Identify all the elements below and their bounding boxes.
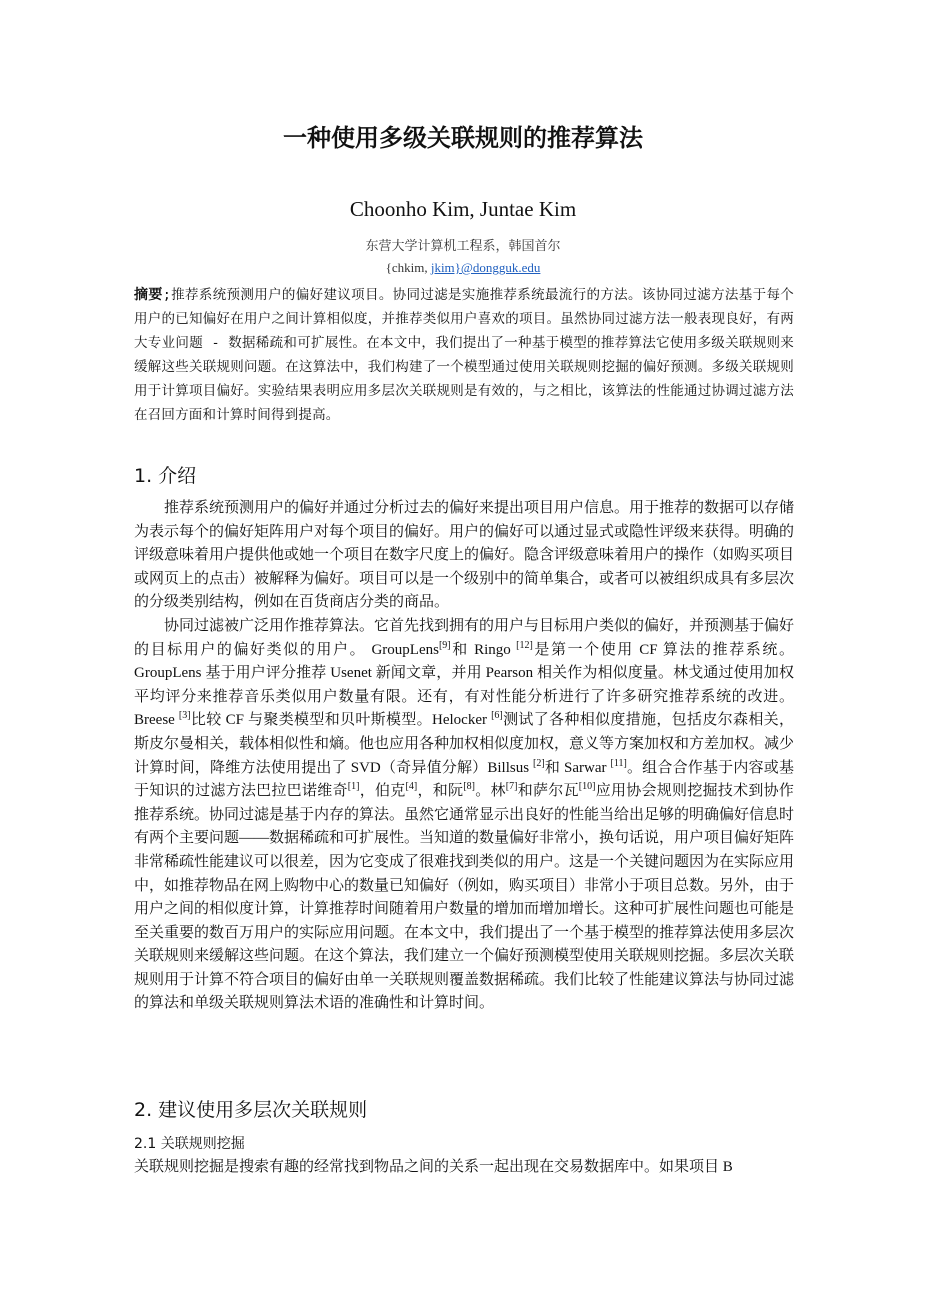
paper-title: 一种使用多级关联规则的推荐算法 (283, 124, 643, 152)
citation-7: [7] (505, 781, 518, 793)
section-1-paragraph-2 (134, 615, 794, 1016)
citation-11: [11] (610, 757, 627, 769)
citation-8: [8] (463, 781, 475, 793)
section-2-body (134, 1156, 794, 1180)
section-1-heading: 1. 介绍 (134, 465, 197, 487)
text-run: 测试了各种相似度措施，包括皮尔森相关，斯皮尔曼相关，载体相似性和熵。他也应用各种加权相似度加权，意义等方案加权和方差加权。减少计算时间，降维方法使用提出了 SVD（奇异值分解）Billsus (134, 712, 795, 776)
paper-affiliation: 东营大学计算机工程系，韩国首尔 (365, 238, 561, 253)
section-2-paragraph-1: 关联规则挖掘是搜索有趣的经常找到物品之间的关系一起出现在交易数据库中。如果项目 B (134, 1159, 733, 1175)
section-1-body (134, 497, 794, 1016)
text-run: 。林 (474, 783, 506, 800)
citation-1: [1] (347, 781, 360, 793)
citation-4: [4] (405, 781, 418, 793)
email-link[interactable]: jkim}@dongguk.edu (430, 260, 541, 275)
section-2-heading: 2. 建议使用多层次关联规则 (134, 1099, 368, 1121)
text-run: ，伯克 (359, 783, 406, 800)
section-1-paragraph-1: 推荐系统预测用户的偏好并通过分析过去的偏好来提出项目用户信息。用于推荐的数据可以存储为表示每个的偏好矩阵用户对每个项目的偏好。用户的偏好可以通过显式或隐性评级来获得。明确的评级意味着用户提供他或她一个项目在数字尺度上的偏好。隐含评级意味着用户的操作（如购买项目或网页上的点击）被解释为偏好。项目可以是一个级别中的简单集合，或者可以被组织成具有多层次的分级类别结构，例如在百货商店分类的商品。 (134, 500, 795, 611)
citation-9: [9] (438, 639, 451, 651)
email-prefix: {chkim, (385, 260, 431, 275)
text-run: 和萨尔瓦 (517, 783, 579, 800)
text-run: 。组合合作基于内容或基于知识的过滤方法巴拉巴诺维奇 (134, 759, 794, 800)
paper-authors: Choonho Kim, Juntae Kim (349, 197, 577, 221)
paper-email (0, 260, 926, 276)
text-run: 协同过滤被广泛用作推荐算法。它首先找到拥有的用户与目标用户类似的偏好，并预测基于偏好的目标用户的偏好类似的用户。 GroupLens (134, 617, 795, 658)
abstract-text: ;推荐系统预测用户的偏好建议项目。协同过滤是实施推荐系统最流行的方法。该协同过滤方法基于每个用户的已知偏好在用户之间计算相似度，并推荐类似用户喜欢的项目。虽然协同过滤方法一般表现良好，有两大专业问题 - 数据稀疏和可扩展性。在本文中，我们提出了一种基于模型的推荐算法它使用多级关联规则来缓解这些关联规则问题。在这算法中，我们构建了一个模型通过使用关联规则挖掘的偏好预测。多级关联规则用于计算项目偏好。实验结果表明应用多层次关联规则是有效的，与之相比，该算法的性能通过协调过滤方法在召回方面和计算时间得到提高。 (134, 287, 795, 423)
citation-6: [6] (491, 710, 503, 722)
text-run: 和 Ringo (450, 641, 517, 658)
section-2-1-heading: 2.1 关联规则挖掘 (134, 1136, 245, 1152)
text-run: 是第一个使用 CF 算法的推荐系统。GroupLens 基于用户评分推荐 Usenet 新闻文章，并用 Pearson 相关作为相似度量。林戈通过使用加权平均评分来推荐音乐类似用户数量有限。还有，有对性能分析进行了许多研究推荐系统的改进。 Breese (134, 641, 794, 729)
citation-12: [12] (516, 639, 533, 651)
citation-2: [2] (533, 757, 545, 769)
text-run: 应用协会规则挖掘技术到协作推荐系统。协同过滤是基于内存的算法。虽然它通常显示出良好的性能当给出足够的明确偏好信息时有两个主要问题——数据稀疏和可扩展性。当知道的数量偏好非常小，换句话说，用户项目偏好矩阵非常稀疏性能建议可以很差，因为它变成了很难找到类似的用户。这是一个关键问题因为在实际应用中，如推荐物品在网上购物中心的数量已知偏好（例如，购买项目）非常小于项目总数。另外，由于用户之间的相似度计算，计算推荐时间随着用户数量的增加而增加增长。这种可扩展性问题也可能是至关重要的数百万用户的实际应用问题。在本文中，我们提出了一个基于模型的推荐算法使用多层次关联规则来缓解这些问题。在这个算法，我们建立一个偏好预测模型使用关联规则挖掘。多层次关联规则用于计算不符合项目的偏好由单一关联规则覆盖数据稀疏。我们比较了性能建议算法与协同过滤的算法和单级关联规则算法术语的准确性和计算时间。 (134, 783, 795, 1012)
abstract (134, 283, 794, 427)
citation-10: [10] (578, 781, 596, 793)
citation-3: [3] (178, 710, 191, 722)
text-run: 和 Sarwar (544, 759, 611, 776)
abstract-label: 摘要 (134, 287, 163, 303)
text-run: ，和阮 (417, 783, 464, 800)
text-run: 比较 CF 与聚类模型和贝叶斯模型。Helocker (190, 712, 492, 729)
